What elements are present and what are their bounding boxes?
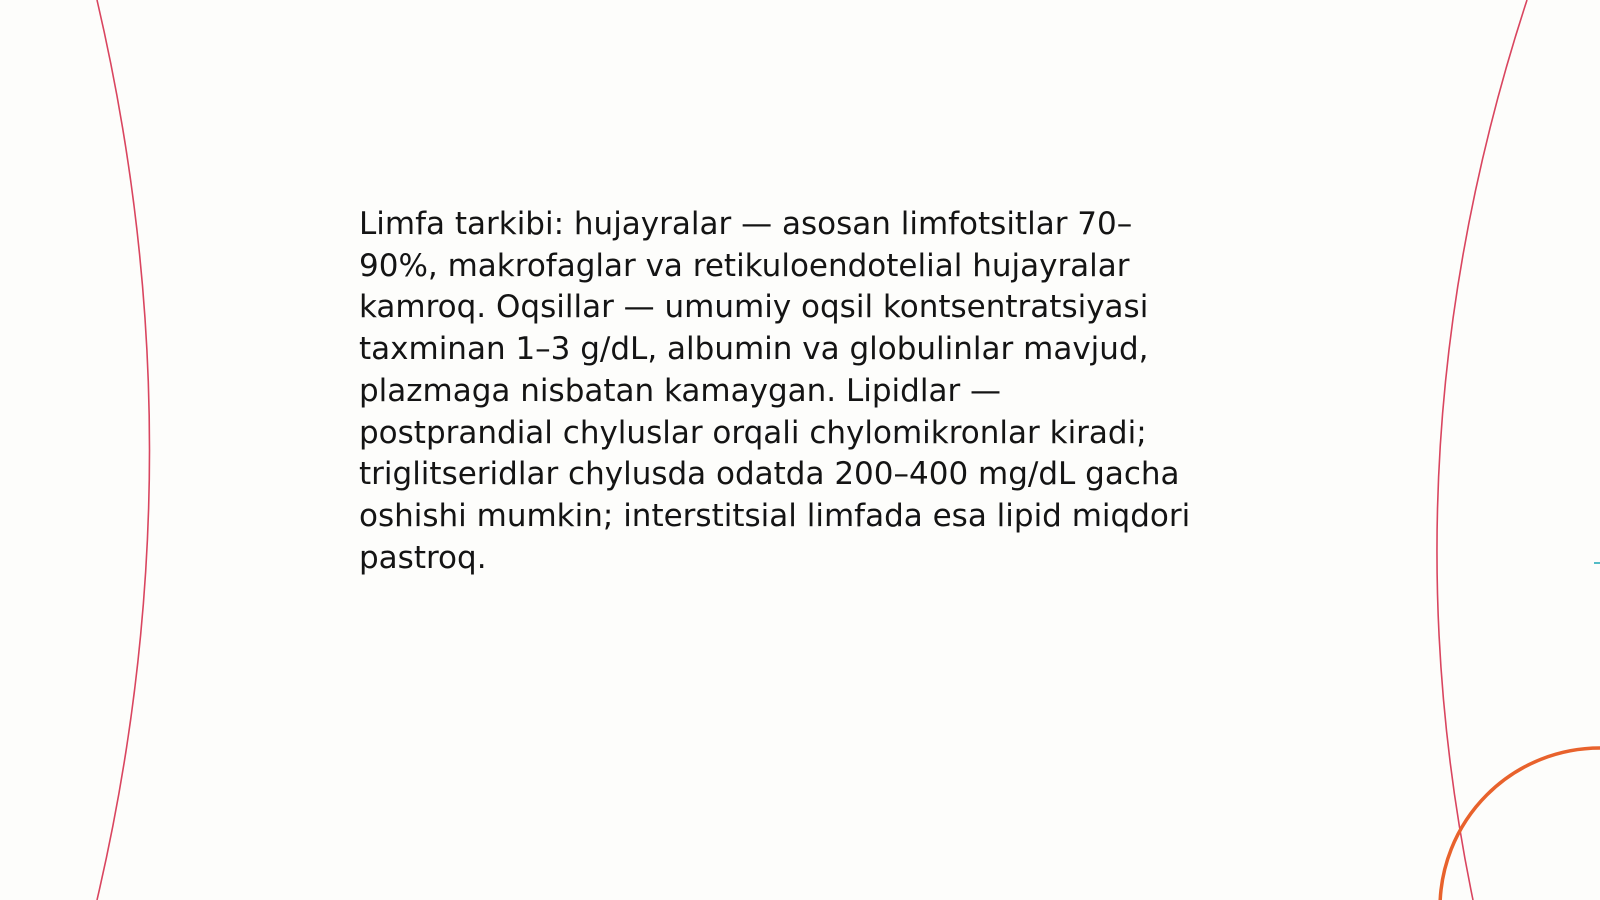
body-line: Limfa tarkibi: hujayralar — asosan limfotsitlar 70– [359, 206, 1133, 242]
body-line: triglitseridlar chylusda odatda 200–400 mg/dL gacha [359, 456, 1180, 493]
accent-circle-decoration [1440, 748, 1600, 900]
right-arc-decoration [1437, 0, 1527, 900]
body-line: 90%, makrofaglar va retikuloendotelial hujayralar [359, 247, 1130, 284]
body-line: taxminan 1–3 g/dL, albumin va globulinlar mavjud, [359, 331, 1149, 368]
body-line: postprandial chyluslar orqali chylomikronlar kiradi; [359, 414, 1147, 451]
body-line: kamroq. Oqsillar — umumiy oqsil kontsentratsiyasi [359, 289, 1149, 326]
body-line: plazmaga nisbatan kamaygan. Lipidlar — [359, 372, 1002, 409]
slide-body-text [359, 204, 1259, 579]
body-line: pastroq. [359, 539, 487, 576]
left-arc-decoration [97, 0, 150, 900]
body-line: oshishi mumkin; interstitsial limfada esa lipid miqdori [359, 497, 1191, 534]
